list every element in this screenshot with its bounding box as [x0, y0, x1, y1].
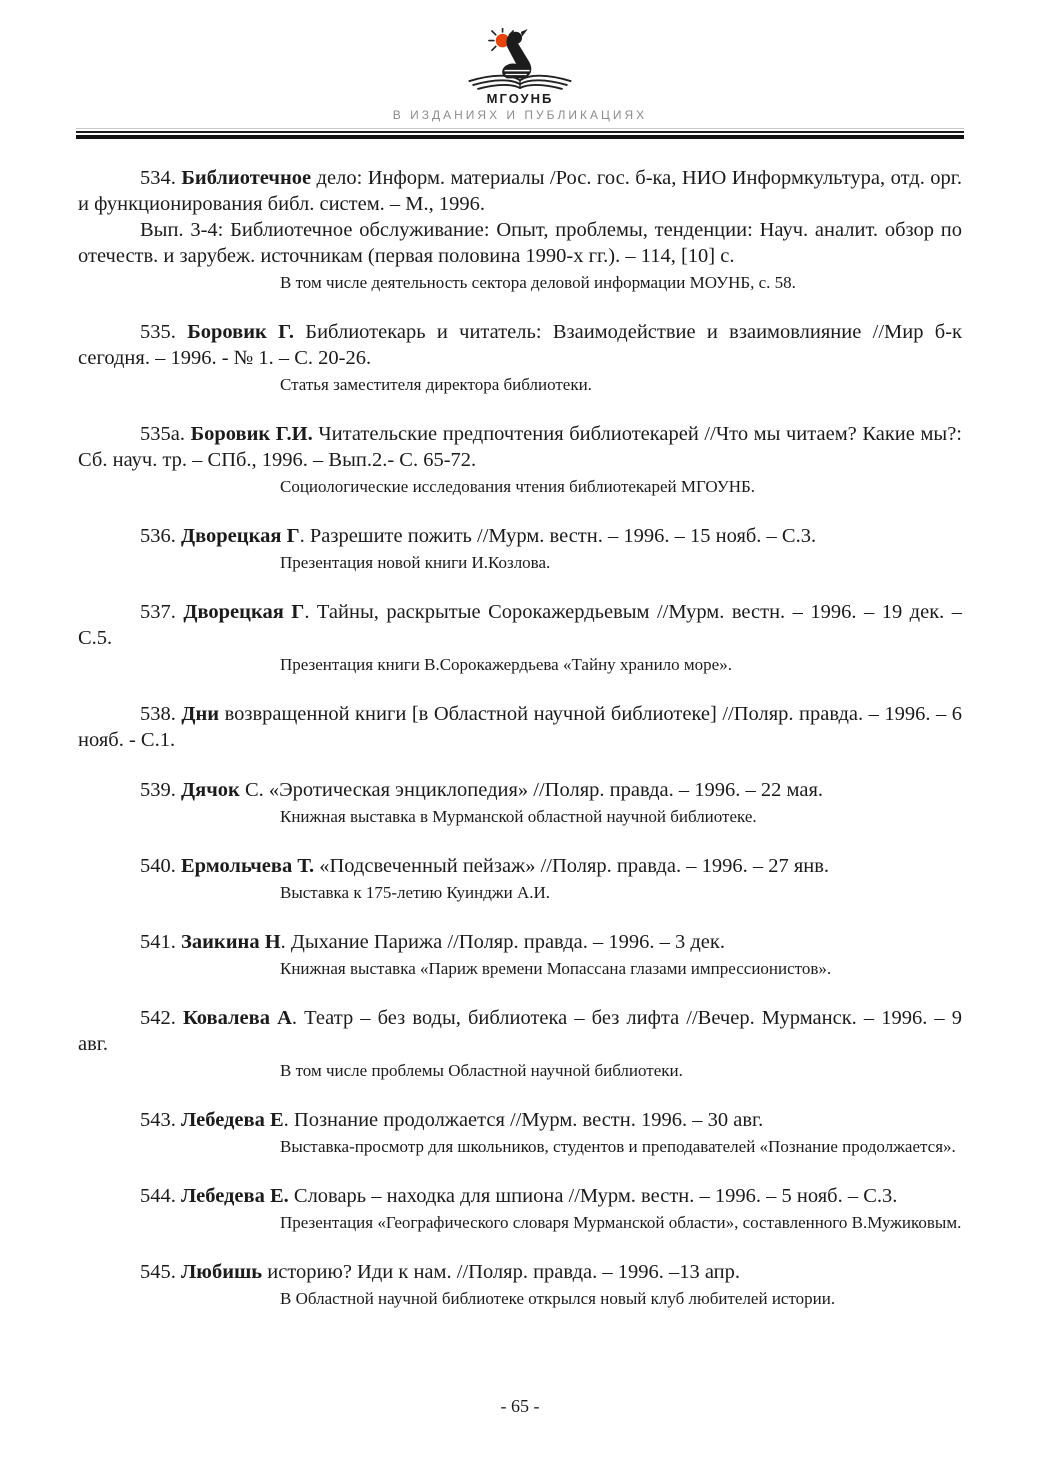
page-number: - 65 - — [500, 1396, 540, 1416]
entry-citation: . Познание продолжается //Мурм. вестн. 1996. – 30 авг. — [283, 1109, 764, 1131]
entry-citation: Словарь – находка для шпиона //Мурм. вестн. – 1996. – 5 нояб. – С.3. — [288, 1185, 898, 1207]
entry-extra: Вып. 3-4: Библиотечное обслуживание: Опыт, проблемы, тенденции: Науч. аналит. обзор по отечеств. и зарубеж. источникам (первая половина 1990-х гг.). – 114, [10] с. — [78, 219, 962, 267]
entry-text — [78, 1259, 962, 1285]
bib-entry — [78, 853, 962, 905]
page-header — [0, 0, 1040, 139]
bib-entry — [78, 319, 962, 397]
seagull-sun-open-book-icon — [457, 28, 583, 90]
entry-number: 537. — [140, 601, 176, 623]
entry-author: Боровик Г. — [187, 321, 294, 343]
bib-entry — [78, 701, 962, 753]
entry-number: 542. — [140, 1007, 176, 1029]
entry-citation: . Дыхание Парижа //Поляр. правда. – 1996. – 3 дек. — [280, 931, 725, 953]
entry-note: В том числе деятельность сектора деловой информации МОУНБ, с. 58. — [280, 273, 796, 292]
bib-entry — [78, 929, 962, 981]
entry-number: 538. — [140, 703, 176, 725]
entry-author: Дворецкая Г — [183, 601, 305, 623]
entry-number: 541. — [140, 931, 176, 953]
entry-citation: . Разрешите пожить //Мурм. вестн. – 1996. – 15 нояб. – С.3. — [299, 525, 817, 547]
entry-number: 543. — [140, 1109, 176, 1131]
entry-number: 539. — [140, 779, 176, 801]
entry-text — [78, 1005, 962, 1057]
entry-author: Дячок — [181, 779, 240, 801]
header-divider — [76, 128, 964, 139]
entry-citation: историю? Иди к нам. //Поляр. правда. – 1996. –13 апр. — [262, 1261, 741, 1283]
entry-citation: Читательские предпочтения библиотекарей //Что мы читаем? Какие мы?: Сб. науч. тр. – СПб., 1996. – Вып.2.- С. 65-72. — [78, 423, 962, 471]
bib-entry — [78, 1259, 962, 1311]
entry-author: Лебедева Е — [181, 1109, 284, 1131]
entry-note: Презентация книги В.Сорокажердьева «Тайну хранило море». — [280, 655, 732, 674]
entry-note: Выставка-просмотр для школьников, студентов и преподавателей «Познание продолжается». — [280, 1137, 956, 1156]
entry-note: Социологические исследования чтения библиотекарей МГОУНБ. — [280, 477, 756, 496]
entry-citation: дело: Информ. материалы /Рос. гос. б-ка, НИО Информкультура, отд. орг. и функционирования библ. систем. – М., 1996. — [78, 167, 962, 215]
bib-entry — [78, 777, 962, 829]
entry-text — [78, 523, 962, 549]
page-footer — [0, 1396, 1040, 1417]
entry-note: Презентация новой книги И.Козлова. — [280, 553, 551, 572]
entry-note: Статья заместителя директора библиотеки. — [280, 375, 592, 394]
bib-entry — [78, 1107, 962, 1159]
entry-number: 536. — [140, 525, 176, 547]
entry-text — [78, 929, 962, 955]
entry-text — [78, 701, 962, 753]
entry-note: Книжная выставка в Мурманской областной научной библиотеке. — [280, 807, 757, 826]
entry-number: 540. — [140, 855, 176, 877]
entry-author: Заикина Н — [181, 931, 281, 953]
entry-text — [78, 421, 962, 473]
entry-author: Библиотечное — [181, 167, 312, 189]
bib-entry — [78, 1183, 962, 1235]
entry-citation: . Театр – без воды, библиотека – без лифта //Вечер. Мурманск. – 1996. – 9 авг. — [78, 1007, 963, 1055]
entry-citation: С. «Эротическая энциклопедия» //Поляр. правда. – 1996. – 22 мая. — [239, 779, 824, 801]
entry-author: Дворецкая Г — [181, 525, 300, 547]
entry-note: В том числе проблемы Областной научной библиотеки. — [280, 1061, 683, 1080]
entry-citation: Библиотекарь и читатель: Взаимодействие и взаимовлияние //Мир б-к сегодня. – 1996. - № 1. – С. 20-26. — [78, 321, 963, 369]
entry-note: Выставка к 175-летию Куинджи А.И. — [280, 883, 551, 902]
bib-entry — [78, 421, 962, 499]
entry-citation: «Подсвеченный пейзаж» //Поляр. правда. – 1996. – 27 янв. — [314, 855, 830, 877]
entry-citation: . Тайны, раскрытые Сорокажердьевым //Мурм. вестн. – 1996. – 19 дек. – С.5. — [78, 601, 962, 649]
bib-entry — [78, 523, 962, 575]
entry-author: Ермольчева Т. — [181, 855, 315, 877]
logo-subtitle: В ИЗДАНИЯХ И ПУБЛИКАЦИЯХ — [392, 108, 648, 122]
entry-text — [78, 319, 962, 371]
entry-citation: возвращенной книги [в Областной научной библиотеке] //Поляр. правда. – 1996. – 6 нояб. - С.1. — [78, 703, 962, 751]
logo-org-abbr: МГОУНБ — [486, 91, 554, 106]
entry-author: Лебедева Е. — [181, 1185, 289, 1207]
entry-note: В Областной научной библиотеке открылся новый клуб любителей истории. — [280, 1289, 836, 1308]
entry-text — [78, 165, 962, 217]
entry-author: Ковалева А — [182, 1007, 292, 1029]
divider-thin-line — [76, 131, 964, 133]
divider-faint-line — [76, 128, 964, 129]
entry-number: 535. — [140, 321, 176, 343]
entry-number: 545. — [140, 1261, 176, 1283]
bib-entry — [78, 1005, 962, 1083]
bibliography-list — [0, 139, 1040, 1311]
entry-author: Боровик Г.И. — [190, 423, 313, 445]
entry-author: Любишь — [181, 1261, 263, 1283]
bib-entry — [78, 165, 962, 295]
entry-number: 544. — [140, 1185, 176, 1207]
library-logo — [393, 28, 647, 123]
entry-text — [78, 599, 962, 651]
entry-number: 535а. — [140, 423, 185, 445]
entry-text — [78, 1107, 962, 1133]
entry-text — [78, 777, 962, 803]
bib-entry — [78, 599, 962, 677]
entry-number: 534. — [140, 167, 176, 189]
entry-note: Презентация «Географического словаря Мурманской области», составленного В.Мужиковым. — [280, 1213, 962, 1232]
entry-author: Дни — [181, 703, 220, 725]
entry-text — [78, 1183, 962, 1209]
entry-note: Книжная выставка «Париж времени Мопассана глазами импрессионистов». — [280, 959, 832, 978]
entry-text — [78, 853, 962, 879]
